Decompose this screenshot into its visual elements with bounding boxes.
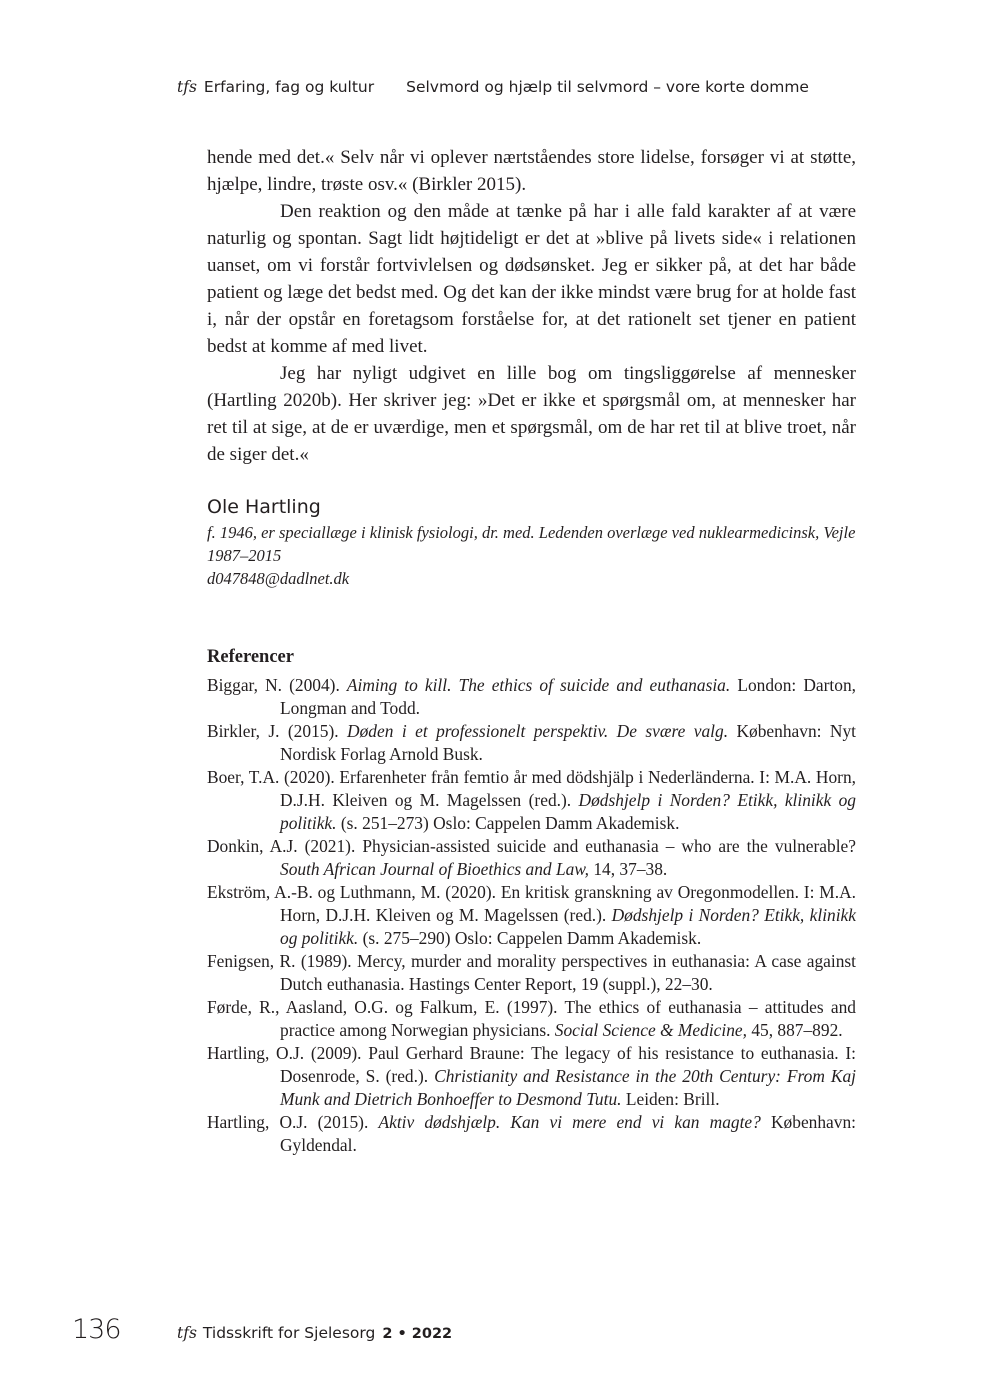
reference-text: 45, 887–892. (746, 1020, 843, 1040)
reference-title: Dødshjelp i Norden? Etikk, klinikk og politikk. (280, 790, 856, 833)
author-description: f. 1946, er speciallæge i klinisk fysiologi, dr. med. Ledenden overlæge ved nuklearmedicinsk, Vejle 1987–2015 (207, 523, 856, 565)
body-paragraph: Den reaktion og den måde at tænke på har i alle fald karakter af at være naturlig og spontan. Sagt lidt højtideligt er det at »blive på livets side« i relationen uanset, om vi forstår fortvivlelsen og dødsønsket. Jeg er sikker på, at det har både patient og læge det bedst med. Og det kan der ikke mindst være brug for at holde fast i, når der opstår en foretagsom forståelse for, at det rationelt set tjener en patient bedst at komme af med livet. (207, 201, 856, 357)
reference-text: Biggar, N. (2004). (207, 675, 347, 695)
reference-item (207, 835, 856, 881)
reference-title: Døden i et professionelt perspektiv. De svære valg. (347, 721, 729, 741)
issue-number: 2 • 2022 (382, 1326, 453, 1342)
author-email: d047848@dadlnet.dk (207, 569, 350, 588)
reference-item (207, 1042, 856, 1111)
reference-text: (s. 275–290) Oslo: Cappelen Damm Akademisk. (358, 928, 702, 948)
reference-text: (s. 251–273) Oslo: Cappelen Damm Akademisk. (336, 813, 680, 833)
reference-title: Aktiv dødshjælp. Kan vi mere end vi kan magte? (378, 1112, 761, 1132)
reference-title: Aiming to kill. The ethics of suicide and euthanasia. (346, 675, 731, 695)
reference-text: Donkin, A.J. (2021). Physician-assisted suicide and euthanasia – who are the vulnerable? (207, 836, 856, 856)
body-paragraph: hende med det.« Selv når vi oplever nærtståendes store lidelse, forsøger vi at støtte, hjælpe, lindre, trøste osv.« (Birkler 2015). (207, 147, 856, 195)
reference-text: Førde, R., Aasland, O.G. og Falkum, E. (1997). The ethics of euthanasia – attitudes and practice among Norwegian physicians. (207, 997, 856, 1040)
reference-text: Birkler, J. (2015). (207, 721, 348, 741)
reference-text: Fenigsen, R. (1989). Mercy, murder and morality perspectives in euthanasia: A case against Dutch euthanasia. Hastings Center Report, 19 (suppl.), 22–30. (207, 951, 856, 994)
reference-text: København: Nyt Nordisk Forlag Arnold Busk. (280, 721, 856, 764)
article-body (207, 144, 856, 468)
author-name: Ole Hartling (207, 496, 321, 518)
running-header (177, 78, 809, 96)
reference-item (207, 950, 856, 996)
section-name: Erfaring, fag og kultur (203, 78, 375, 96)
reference-text: London: Darton, Longman and Todd. (280, 675, 856, 718)
reference-title: Social Science & Medicine, (554, 1020, 747, 1040)
reference-text: 14, 37–38. (589, 859, 668, 879)
reference-title: Christianity and Resistance in the 20th Century: From Kaj Munk and Dietrich Bonhoeffer to Desmond Tutu. (280, 1066, 857, 1109)
reference-text: Ekström, A.-B. og Luthmann, M. (2020). En kritisk granskning av Oregonmodellen. I: M.A. Horn, D.J.H. Kleiven og M. Magelssen (red.). (207, 882, 856, 925)
reference-text: Hartling, O.J. (2009). Paul Gerhard Braune: The legacy of his resistance to euthanasia. I: Dosenrode, S. (red.). (207, 1043, 856, 1086)
journal-name: Tidsskrift for Sjelesorg (202, 1324, 376, 1342)
reference-text: Leiden: Brill. (621, 1089, 720, 1109)
journal-abbreviation: tfs (177, 1324, 197, 1342)
reference-title: South African Journal of Bioethics and Law, (280, 859, 589, 879)
references-heading: Referencer (207, 647, 294, 667)
reference-item (207, 881, 856, 950)
body-paragraph: Jeg har nyligt udgivet en lille bog om tingsliggørelse af mennesker (Hartling 2020b). Her skriver jeg: »Det er ikke et spørgsmål om, at mennesker har ret til at sige, at de er uværdige, men et spørgsmål, om de har ret til at blive troet, når de siger det.« (207, 363, 856, 465)
reference-item (207, 720, 856, 766)
reference-title: Dødshjelp i Norden? Etikk, klinikk og politikk. (280, 905, 856, 948)
reference-item (207, 766, 856, 835)
reference-item (207, 996, 856, 1042)
reference-text: København: Gyldendal. (280, 1112, 856, 1155)
page-footer (72, 1314, 452, 1345)
reference-text: Hartling, O.J. (2015). (207, 1112, 379, 1132)
reference-text: Boer, T.A. (2020). Erfarenheter från femtio år med dödshjälp i Nederländerna. I: M.A. Horn, D.J.H. Kleiven og M. Magelssen (red.). (207, 767, 856, 810)
reference-item (207, 674, 856, 720)
journal-abbreviation: tfs (177, 78, 197, 96)
reference-list (207, 674, 856, 1157)
running-title: Selvmord og hjælp til selvmord – vore korte domme (406, 78, 809, 96)
reference-item (207, 1111, 856, 1157)
author-bio (207, 521, 856, 590)
page-number: 136 (72, 1314, 121, 1345)
